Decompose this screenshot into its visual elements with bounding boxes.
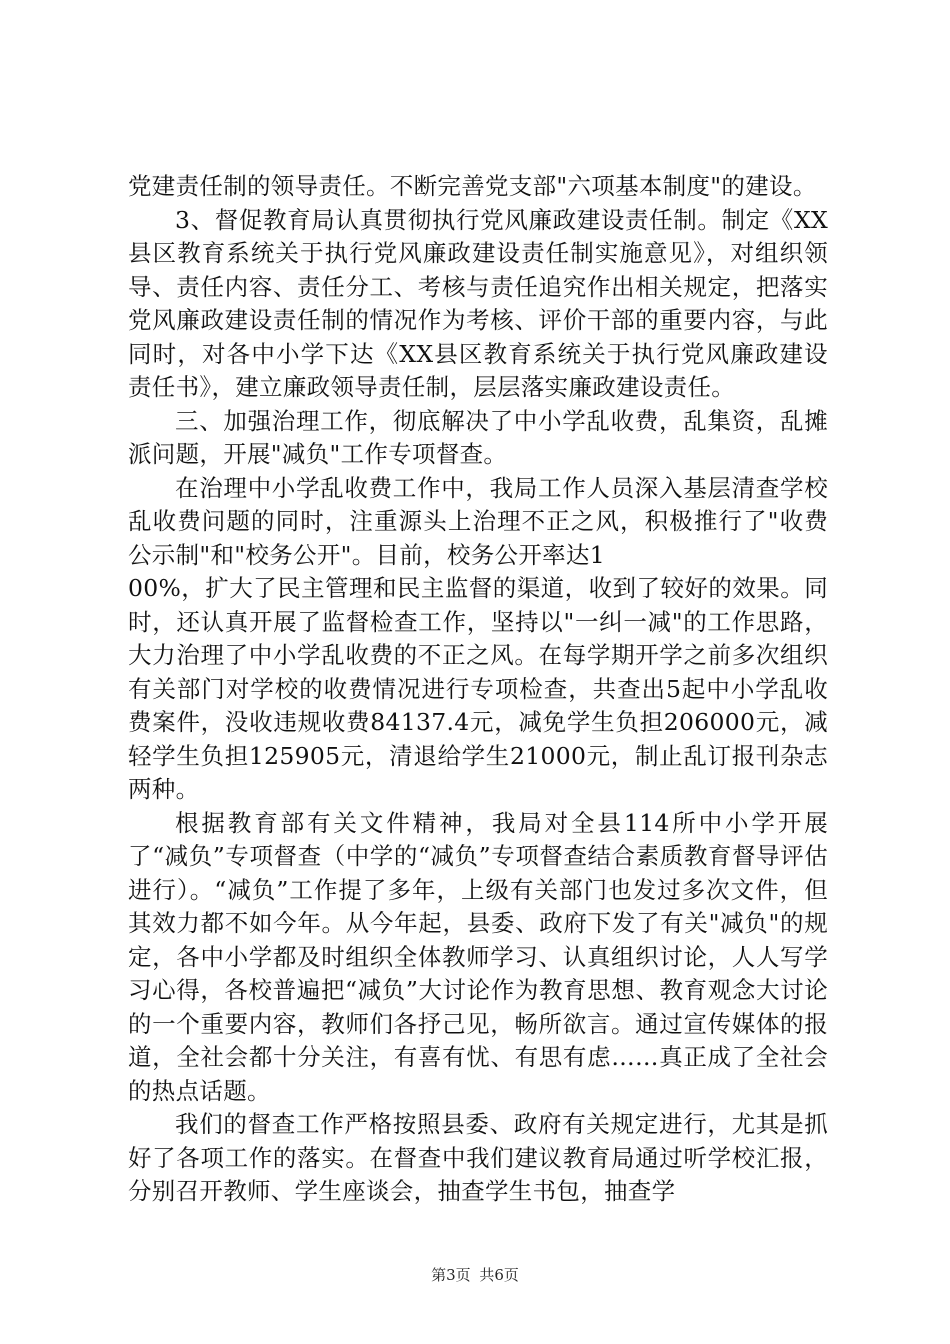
paragraph-5: 00%，扩大了民主管理和民主监督的渠道，收到了较好的效果。同时，还认真开展了监督检查工作，坚持以"一纠一减"的工作思路，大力治理了中小学乱收费的不正之风。在每学期开学之前多次组织有关部门对学校的收费情况进行专项检查，共查出5起中小学乱收费案件，没收违规收费84137.4元，减免学生负担206000元，减轻学生负担125905元，清退给学生21000元，制止乱订报刊杂志两种。 (128, 574, 828, 803)
document-body (128, 170, 828, 1209)
paragraph-4: 在治理中小学乱收费工作中，我局工作人员深入基层清查学校乱收费问题的同时，注重源头上治理不正之风，积极推行了"收费公示制"和"校务公开"。目前，校务公开率达1 (128, 473, 828, 569)
page-number: 第3页 (431, 1266, 471, 1284)
paragraph-1: 党建责任制的领导责任。不断完善党支部"六项基本制度"的建设。 (128, 172, 817, 200)
page-footer (0, 1264, 950, 1285)
page-total: 共6页 (479, 1266, 519, 1284)
paragraph-2: 3、督促教育局认真贯彻执行党风廉政建设责任制。制定《XX县区教育系统关于执行党风廉政建设责任制实施意见》，对组织领导、责任内容、责任分工、考核与责任追究作出相关规定，把落实党风廉政建设责任制的情况作为考核、评价干部的重要内容，与此同时，对各中小学下达《XX县区教育系统关于执行党风廉政建设责任书》，建立廉政领导责任制，层层落实廉政建设责任。 (128, 205, 828, 401)
paragraph-7: 我们的督查工作严格按照县委、政府有关规定进行，尤其是抓好了各项工作的落实。在督查中我们建议教育局通过听学校汇报，分别召开教师、学生座谈会，抽查学生书包，抽查学 (128, 1110, 828, 1205)
paragraph-6: 根据教育部有关文件精神，我局对全县114所中小学开展了“减负”专项督查（中学的“减负”专项督查结合素质教育督导评估进行）。“减负”工作提了多年，上级有关部门也发过多次文件，但其效力都不如今年。从今年起，县委、政府下发了有关"减负"的规定，各中小学都及时组织全体教师学习、认真组织讨论，人人写学习心得，各校普遍把“减负”大讨论作为教育思想、教育观念大讨论的一个重要内容，教师们各抒己见，畅所欲言。通过宣传媒体的报道，全社会都十分关注，有喜有忧、有思有虑……真正成了全社会的热点话题。 (128, 808, 828, 1105)
paragraph-3: 三、加强治理工作，彻底解决了中小学乱收费，乱集资，乱摊派问题，开展"减负"工作专项督查。 (128, 406, 828, 468)
